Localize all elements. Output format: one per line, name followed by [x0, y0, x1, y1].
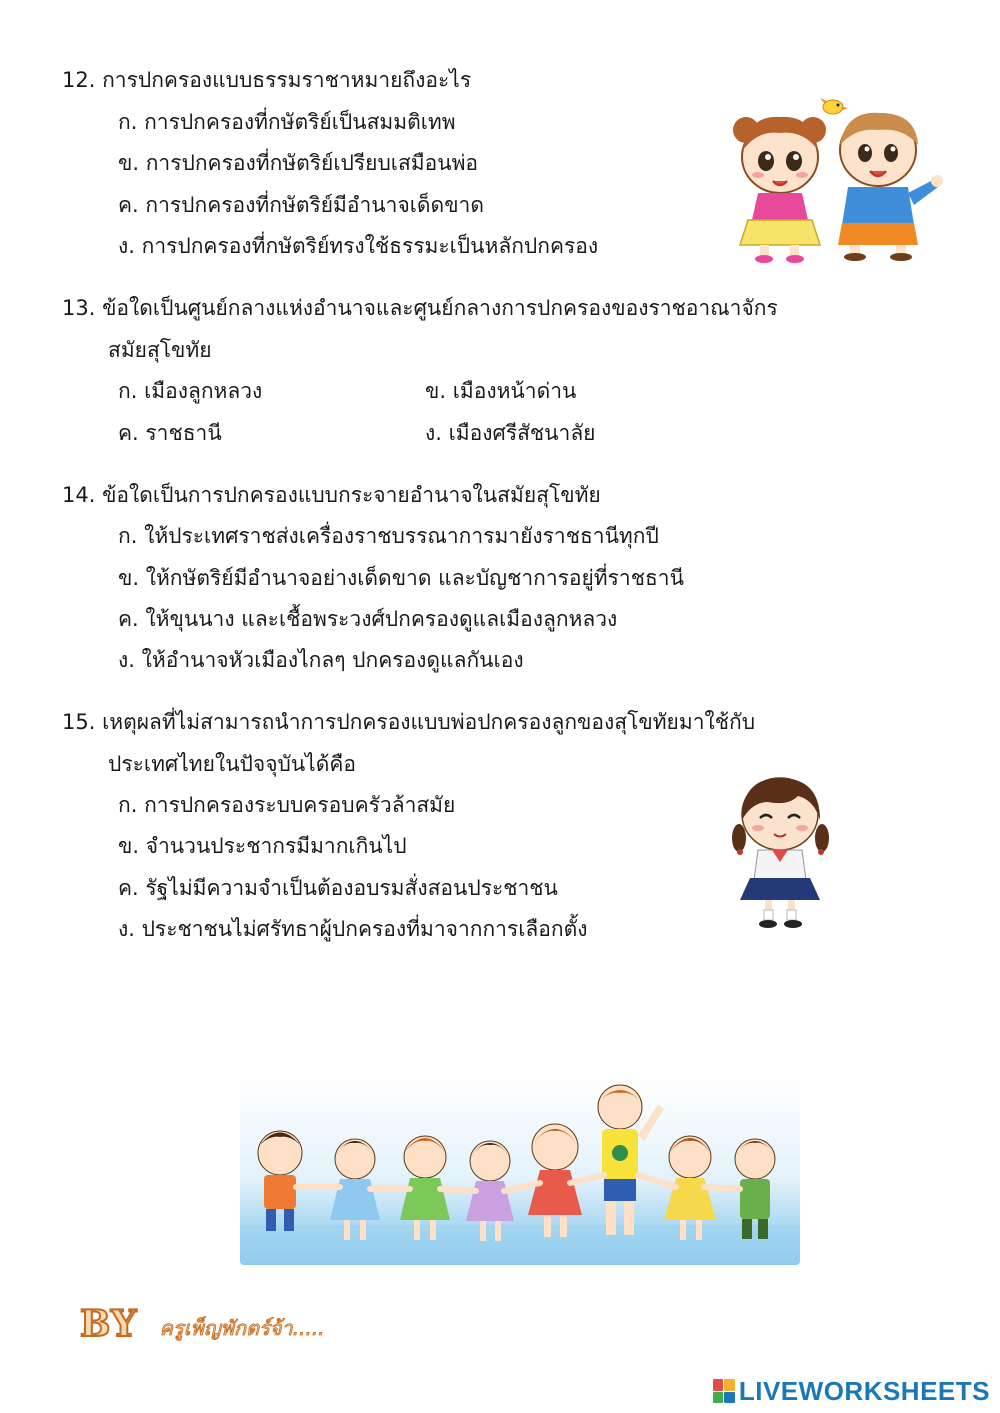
liveworksheets-wordmark: LIVEWORKSHEETS: [738, 1376, 990, 1406]
q14-choice-d[interactable]: ง. ให้อำนาจหัวเมืองไกลๆ ปกครองดูแลกันเอง: [118, 648, 524, 672]
q15-choice-d[interactable]: ง. ประชาชนไม่ศรัทธาผู้ปกครองที่มาจากการเลือกตั้ง: [118, 917, 588, 941]
schoolgirl-cartoon: [728, 772, 833, 932]
q13-choice-b[interactable]: ข. เมืองหน้าด่าน: [425, 379, 577, 403]
author-byline: [80, 1302, 325, 1345]
girl-figure: [733, 117, 826, 263]
q12-choice-d[interactable]: ง. การปกครองที่กษัตริย์ทรงใช้ธรรมะเป็นหลักปกครอง: [118, 234, 599, 258]
q13-choice-a[interactable]: ก. เมืองลูกหลวง: [118, 379, 263, 403]
question-15-text: 15. เหตุผลที่ไม่สามารถนำการปกครองแบบพ่อปกครองลูกของสุโขทัยมาใช้กับ: [62, 710, 756, 734]
question-15-continuation: ประเทศไทยในปัจจุบันได้คือ: [108, 752, 357, 776]
liveworksheets-logo: [713, 1378, 990, 1404]
q13-choice-c[interactable]: ค. ราชธานี: [118, 421, 222, 445]
q12-choice-b[interactable]: ข. การปกครองที่กษัตริย์เปรียบเสมือนพ่อ: [118, 151, 479, 175]
boy-figure: [838, 113, 943, 261]
question-13-text: 13. ข้อใดเป็นศูนย์กลางแห่งอำนาจและศูนย์กลางการปกครองของราชอาณาจักร: [62, 296, 778, 320]
q15-choice-a[interactable]: ก. การปกครองระบบครอบครัวล้าสมัย: [118, 793, 456, 817]
q15-choice-c[interactable]: ค. รัฐไม่มีความจำเป็นต้องอบรมสั่งสอนประชาชน: [118, 876, 558, 900]
live-badge-icon: [713, 1379, 735, 1403]
bird-icon: [820, 98, 848, 114]
question-12-text: 12. การปกครองแบบธรรมราชาหมายถึงอะไร: [62, 68, 472, 92]
author-name: ครูเพ็ญพักตร์จ้า.....: [159, 1316, 325, 1340]
question-14-text: 14. ข้อใดเป็นการปกครองแบบกระจายอำนาจในสมัยสุโขทัย: [62, 483, 601, 507]
q14-choice-a[interactable]: ก. ให้ประเทศราชส่งเครื่องราชบรรณาการมายังราชธานีทุกปี: [118, 524, 659, 548]
by-mark: BY: [80, 1303, 138, 1345]
q15-choice-b[interactable]: ข. จำนวนประชากรมีมากเกินไป: [118, 834, 407, 858]
q14-choice-c[interactable]: ค. ให้ขุนนาง และเชื้อพระวงศ์ปกครองดูแลเมืองลูกหลวง: [118, 607, 618, 631]
q14-choice-b[interactable]: ข. ให้กษัตริย์มีอำนาจอย่างเด็ดขาด และบัญชาการอยู่ที่ราชธานี: [118, 566, 684, 590]
question-13-continuation: สมัยสุโขทัย: [108, 338, 212, 362]
boy-and-girl-cartoon: [728, 95, 943, 265]
q13-choice-d[interactable]: ง. เมืองศรีสัชนาลัย: [425, 421, 596, 445]
q12-choice-c[interactable]: ค. การปกครองที่กษัตริย์มีอำนาจเด็ดขาด: [118, 193, 484, 217]
q12-choice-a[interactable]: ก. การปกครองที่กษัตริย์เป็นสมมติเทพ: [118, 110, 456, 134]
children-holding-hands-banner: [240, 1075, 800, 1265]
